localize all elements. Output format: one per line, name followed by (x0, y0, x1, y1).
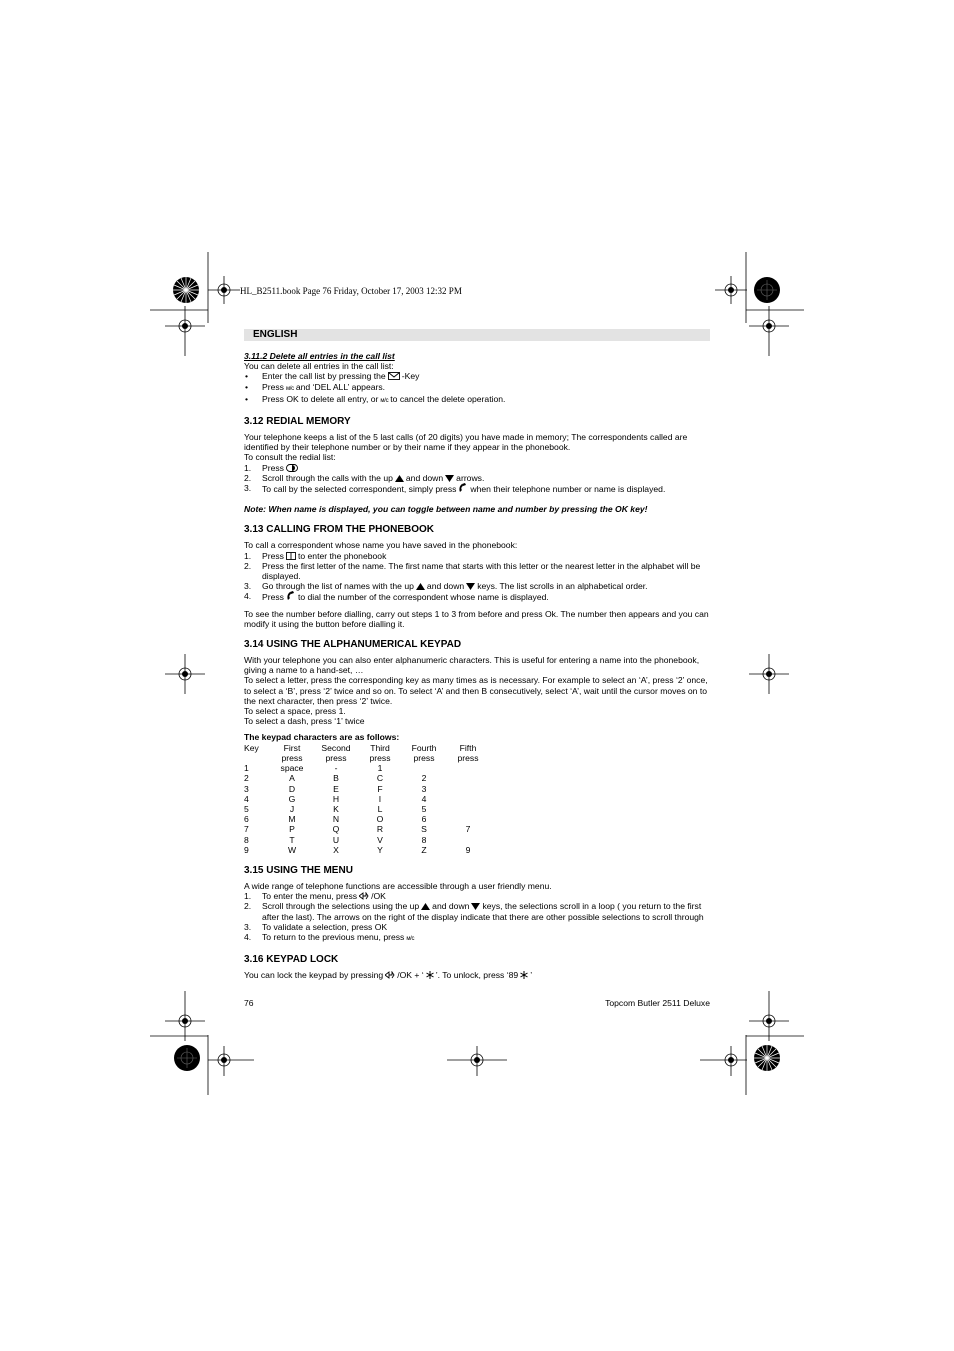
table-header-row (244, 753, 490, 763)
table-cell: 9 (244, 844, 249, 855)
clear-key-icon: ᴍ/c (285, 385, 294, 392)
table-cell: Q (332, 824, 340, 835)
table-row (244, 784, 490, 794)
table-cell (446, 773, 490, 783)
table-header-cell: Fifth (459, 742, 477, 753)
list-item: 3. Go through the list of names with the up and down keys. The list scrolls in an alphabetical order. (244, 581, 648, 592)
table-header-cell: press (325, 752, 347, 763)
table-cell: I (378, 793, 382, 804)
table-cell: 7 (465, 824, 471, 835)
menu-key-icon (385, 971, 395, 979)
clear-key-icon: ᴍ/c (406, 935, 415, 942)
section-title: 3.15 USING THE MENU (244, 864, 353, 876)
paragraph: With your telephone you can also enter alphanumeric characters. This is useful for entering a name into the phonebook, giving a name to a hand-set, … (244, 655, 700, 676)
table-cell: U (332, 834, 340, 845)
table-header-cell (244, 753, 270, 763)
table-cell: 4 (421, 793, 427, 804)
arrow-up-icon (416, 583, 425, 590)
table-header-cell: Second (321, 742, 351, 753)
table-header-cell: Fourth (411, 742, 437, 753)
table-cell: W (287, 844, 297, 855)
table-cell: 8 (244, 834, 249, 845)
arrow-down-icon (471, 903, 480, 910)
table-cell (446, 763, 490, 773)
table-cell (446, 814, 490, 824)
paragraph: Your telephone keeps a list of the 5 last calls (of 20 digits) you have made in memory; The correspondents called are identified by their telephone number or by their name if they appear in the phonebook. (244, 432, 688, 453)
arrow-down-icon (466, 583, 475, 590)
table-cell: 1 (244, 763, 249, 774)
table-cell: 7 (244, 824, 249, 835)
page-content (244, 351, 710, 980)
table-cell: Y (377, 844, 383, 855)
table-row (244, 804, 490, 814)
table-cell: Z (421, 844, 427, 855)
list-item: 1. To enter the menu, press /OK (244, 891, 386, 902)
section-title: 3.16 KEYPAD LOCK (244, 954, 339, 966)
table-header-cell: press (369, 752, 391, 763)
table-cell: S (421, 824, 427, 835)
table-cell: O (376, 814, 384, 825)
paragraph: You can lock the keypad by pressing /OK + ‘ ’. To unlock, press ‘89 ’ (244, 970, 533, 981)
table-cell: 6 (421, 814, 427, 825)
table-header-cell: Third (370, 742, 390, 753)
paragraph: To call a correspondent whose name you have saved in the phonebook: (244, 540, 518, 551)
table-row (244, 794, 490, 804)
table-cell: T (289, 834, 295, 845)
list-item: 2. Press the first letter of the name. The first name that starts with this letter or the nearest letter in the alphabet will be displayed. (244, 560, 701, 582)
subsection-title: 3.11.2 Delete all entries in the call list (244, 351, 395, 361)
table-row (244, 773, 490, 783)
product-name: Topcom Butler 2511 Deluxe (605, 998, 710, 1008)
table-cell: V (377, 834, 383, 845)
table-cell: D (288, 783, 296, 794)
table-cell: 4 (244, 793, 249, 804)
list-item: • Press ᴍ/c and ‘DEL ALL’ appears. (244, 382, 710, 394)
arrow-down-icon (445, 475, 454, 482)
table-row (244, 814, 490, 824)
table-cell (446, 804, 490, 814)
table-title: The keypad characters are as follows: (244, 732, 400, 743)
table-header-cell: press (413, 752, 435, 763)
table-cell: F (377, 783, 383, 794)
print-info: HL_B2511.book Page 76 Friday, October 17, 2003 12:32 PM (240, 286, 462, 296)
star-key-icon (426, 971, 434, 979)
paragraph: To select a letter, press the corresponding key as many times as is necessary. For example to select an ‘A’, press ‘2’ once, to select a ‘B’, press ‘2’ twice and so on. To select ‘A’ and then B consecutively, select ‘A’, wait until the cursor moves on to the next character, then press ‘2’ twice. (244, 675, 708, 706)
envelope-icon (388, 372, 400, 380)
table-cell: X (333, 844, 339, 855)
table-cell: M (288, 814, 296, 825)
table-row (244, 845, 490, 855)
table-row (244, 824, 490, 834)
paragraph: A wide range of telephone functions are accessible through a user friendly menu. (244, 880, 552, 891)
table-cell: 2 (421, 773, 427, 784)
redial-icon (286, 464, 298, 472)
list-item: 3. To call by the selected correspondent, simply press when their telephone number or name is displayed. (244, 483, 666, 495)
table-cell: 9 (465, 844, 471, 855)
menu-key-icon (359, 892, 369, 900)
table-cell (446, 794, 490, 804)
table-cell: - (334, 763, 338, 774)
table-cell: 2 (244, 773, 249, 784)
phonebook-icon (286, 552, 296, 560)
table-cell: space (280, 763, 304, 774)
table-cell: R (376, 824, 384, 835)
phone-handset-icon (458, 483, 468, 493)
table-cell (402, 763, 446, 773)
table-cell (446, 835, 490, 845)
paragraph: To select a space, press 1. (244, 706, 346, 717)
list-item: 2. Scroll through the selections using the up and down keys, the selections scroll in a loop ( you return to the first after the last). The arrows on the right of the display indicate that there are other possible selections to scroll through (244, 901, 704, 922)
table-cell (446, 784, 490, 794)
table-cell: 8 (421, 834, 427, 845)
table-cell: H (332, 793, 340, 804)
list-item: • Press OK to delete all entry, or ᴍ/c to cancel the delete operation. (244, 394, 710, 406)
table-header-cell: First (283, 742, 301, 753)
note: Note: When name is displayed, you can toggle between name and number by pressing the OK key! (244, 504, 648, 515)
table-cell: P (289, 824, 295, 835)
table-row (244, 835, 490, 845)
arrow-up-icon (421, 903, 430, 910)
table-header-cell: press (281, 752, 303, 763)
list-item: • Enter the call list by pressing the -Key (245, 371, 420, 382)
table-cell: L (377, 803, 383, 814)
table-cell: B (333, 773, 339, 784)
paragraph: To see the number before dialling, carry out steps 1 to 3 from before and press Ok. The number then appears and you can modify it using the button before dialling it. (244, 608, 709, 629)
section-title: 3.12 REDIAL MEMORY (244, 416, 351, 428)
table-cell: 3 (244, 783, 249, 794)
table-cell: K (333, 803, 339, 814)
paragraph: To select a dash, press ‘1’ twice (244, 716, 365, 727)
list-item: 3. To validate a selection, press OK (244, 921, 388, 932)
list-item: 2. Scroll through the calls with the up and down arrows. (244, 472, 485, 483)
table-cell: 1 (377, 763, 383, 774)
table-cell: E (333, 783, 339, 794)
table-row (244, 763, 490, 773)
table-header-cell: press (457, 752, 479, 763)
section-title: 3.13 CALLING FROM THE PHONEBOOK (244, 524, 435, 536)
keypad-table (244, 743, 490, 855)
list-item: 1. Press (244, 463, 710, 473)
paragraph: To consult the redial list: (244, 452, 336, 463)
clear-key-icon: ᴍ/c (380, 397, 389, 404)
table-cell: 5 (244, 803, 249, 814)
phone-handset-icon (286, 591, 296, 601)
page-number: 76 (244, 998, 254, 1008)
star-key-icon (520, 971, 528, 979)
table-cell: 6 (244, 814, 249, 825)
arrow-up-icon (395, 475, 404, 482)
table-header-row (244, 743, 490, 753)
table-cell: 5 (421, 803, 427, 814)
language-header (244, 329, 710, 341)
paragraph: You can delete all entries in the call list: (244, 361, 394, 372)
list-item: 4. Press to dial the number of the correspondent whose name is displayed. (244, 591, 549, 603)
list-item: 1. Press to enter the phonebook (244, 550, 387, 561)
table-cell: 3 (421, 783, 427, 794)
table-cell: N (332, 814, 340, 825)
table-cell: G (288, 793, 296, 804)
language-label: ENGLISH (253, 329, 298, 340)
list-item: 4. To return to the previous menu, press ᴍ/c (244, 932, 710, 944)
table-cell: J (289, 803, 295, 814)
table-header-cell: Key (244, 742, 259, 753)
section-title: 3.14 USING THE ALPHANUMERICAL KEYPAD (244, 639, 462, 651)
table-cell: A (289, 773, 295, 784)
table-cell: C (376, 773, 384, 784)
